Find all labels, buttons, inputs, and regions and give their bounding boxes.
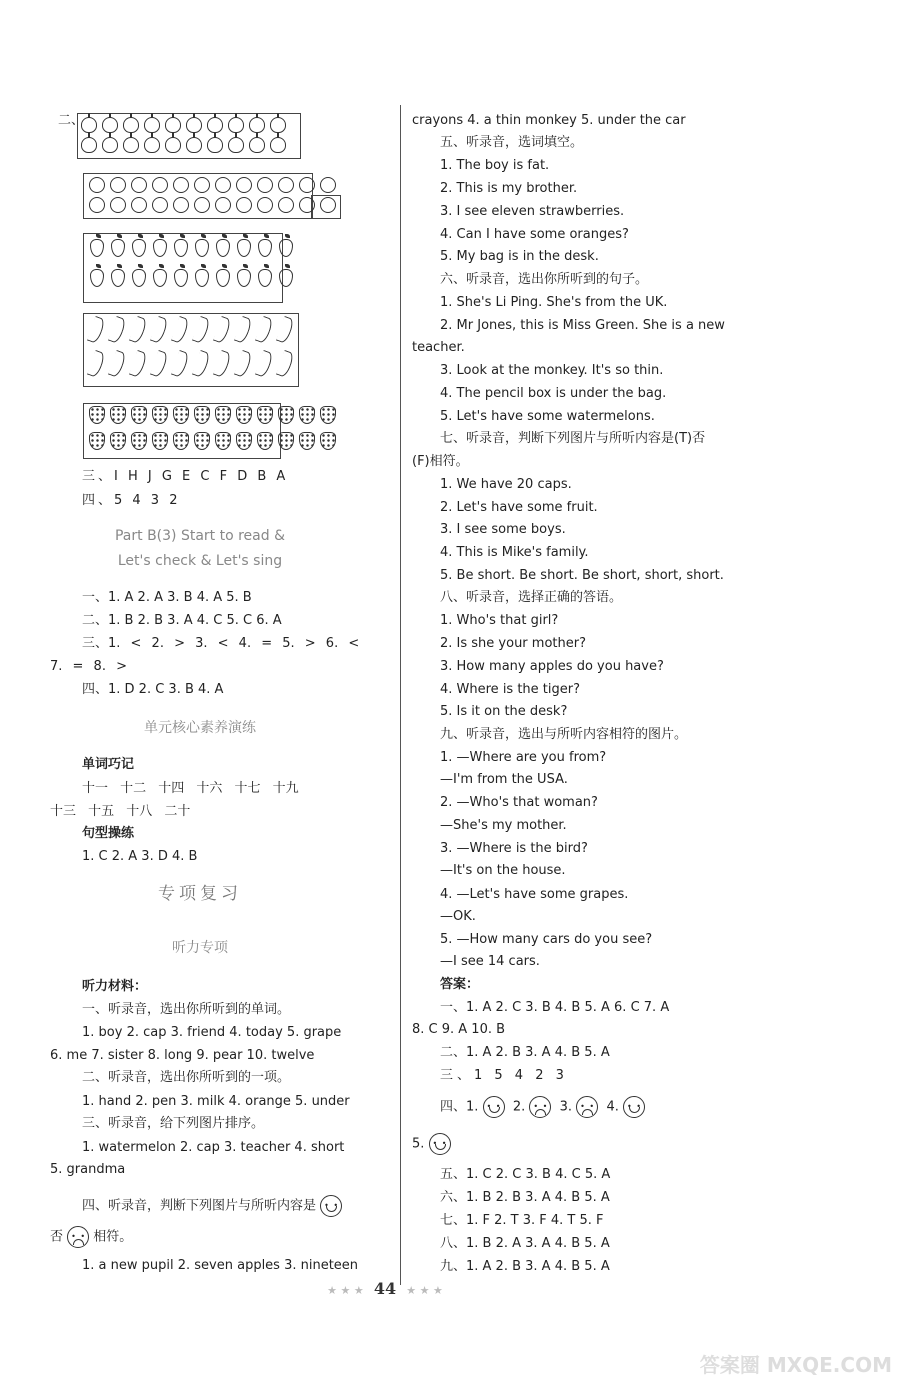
orange-icon xyxy=(233,195,254,215)
orange-icon xyxy=(107,175,128,195)
partb-answer-2: 二、1. B 2. B 3. A 4. C 5. C 6. A xyxy=(82,613,282,628)
answer-line-2: 8. C 9. A 10. B xyxy=(412,1022,506,1037)
straw-icon xyxy=(317,431,338,451)
sentence-answers: 1. C 2. A 3. D 4. B xyxy=(82,849,198,864)
straw-icon xyxy=(86,405,107,425)
words-line-2: 十三 十五 十八 二十 xyxy=(50,804,191,819)
right-line-24: 2. Is she your mother? xyxy=(440,636,586,651)
listening-line-10 xyxy=(50,1226,132,1248)
apple-icon xyxy=(162,135,183,155)
right-line-20: 4. This is Mike's family. xyxy=(440,545,589,560)
pear-icon xyxy=(86,238,107,258)
right-line-18: 2. Let's have some fruit. xyxy=(440,500,598,515)
listening-line-6: 三、听录音，给下列图片排序。 xyxy=(82,1116,265,1131)
pear-icon xyxy=(149,268,170,288)
orange-icon xyxy=(107,195,128,215)
apple-icon xyxy=(99,135,120,155)
banana-icon xyxy=(212,350,232,378)
apple-icon xyxy=(225,135,246,155)
apple-icon xyxy=(141,115,162,135)
right-line-33: 3. —Where is the bird? xyxy=(440,841,588,856)
apple-icon xyxy=(204,135,225,155)
pear-icon xyxy=(170,238,191,258)
straw-icon xyxy=(191,431,212,451)
pear-icon xyxy=(191,268,212,288)
right-line-29: 1. —Where are you from? xyxy=(440,750,607,765)
orange-icon xyxy=(191,175,212,195)
right-line-4: 2. This is my brother. xyxy=(440,181,578,196)
straw-icon xyxy=(149,405,170,425)
answer-line-1: 一、1. A 2. C 3. B 4. B 5. A 6. C 7. A xyxy=(440,1000,670,1015)
answer-si-3: 3. xyxy=(559,1099,573,1115)
right-line-34: —It's on the house. xyxy=(440,863,566,878)
listening-line-8: 5. grandma xyxy=(50,1162,126,1177)
apple-icon xyxy=(78,115,99,135)
watermark-logo: 答案圈 MXQE.COM xyxy=(699,1353,892,1377)
right-line-9: 1. She's Li Ping. She's from the UK. xyxy=(440,295,668,310)
pear-icon xyxy=(107,238,128,258)
banana-icon xyxy=(212,316,232,344)
right-line-14: 5. Let's have some watermelons. xyxy=(440,409,655,424)
listening-line-9 xyxy=(82,1195,342,1217)
right-line-16: (F)相符。 xyxy=(412,454,469,469)
right-line-22: 八、听录音，选择正确的答语。 xyxy=(440,590,623,605)
apple-icon xyxy=(141,135,162,155)
answer-si-label: 四、1. xyxy=(440,1099,479,1115)
banana-icon xyxy=(233,316,253,344)
right-line-5: 3. I see eleven strawberries. xyxy=(440,204,625,219)
apple-icon xyxy=(162,115,183,135)
orange-icon xyxy=(170,195,191,215)
orange-icon xyxy=(317,195,338,215)
partb-title-line2: Let's check & Let's sing xyxy=(117,553,283,569)
oranges-picture xyxy=(86,175,338,215)
pear-icon xyxy=(212,268,233,288)
right-line-31: 2. —Who's that woman? xyxy=(440,795,598,810)
banana-icon xyxy=(170,350,190,378)
apple-icon xyxy=(204,115,225,135)
right-line-15: 七、听录音，判断下列图片与所听内容是(T)否 xyxy=(440,431,706,446)
banana-icon xyxy=(254,316,274,344)
orange-icon xyxy=(296,195,317,215)
pear-icon xyxy=(107,268,128,288)
right-line-25: 3. How many apples do you have? xyxy=(440,659,664,674)
straw-icon xyxy=(233,405,254,425)
right-line-38: —I see 14 cars. xyxy=(440,954,540,969)
answer-line-7: 五、1. C 2. C 3. B 4. C 5. A xyxy=(440,1167,611,1182)
orange-icon xyxy=(149,175,170,195)
answer-line-6 xyxy=(412,1133,451,1155)
apple-icon xyxy=(246,135,267,155)
page-footer xyxy=(0,1280,770,1300)
materials-heading: 听力材料： xyxy=(82,979,148,994)
right-line-10: 2. Mr Jones, this is Miss Green. She is a new xyxy=(440,318,725,333)
sentence-heading: 句型操练 xyxy=(82,826,135,841)
listening-line-2: 1. boy 2. cap 3. friend 4. today 5. grape xyxy=(82,1025,342,1040)
pear-icon xyxy=(170,268,191,288)
partb-title-line1: Part B(3) Start to read & xyxy=(114,528,286,544)
right-line-11: teacher. xyxy=(412,340,465,355)
straw-icon xyxy=(254,431,275,451)
banana-icon xyxy=(149,316,169,344)
apple-icon xyxy=(120,115,141,135)
happy-face-icon xyxy=(429,1133,451,1155)
orange-icon xyxy=(149,195,170,215)
banana-icon xyxy=(86,350,106,378)
banana-icon xyxy=(275,350,295,378)
straw-icon xyxy=(275,431,296,451)
pear-icon xyxy=(191,238,212,258)
listening-line-10-fou: 否 xyxy=(50,1229,64,1245)
banana-icon xyxy=(275,316,295,344)
sad-face-icon xyxy=(576,1096,598,1118)
words-line-1: 十一 十二 十四 十六 十七 十九 xyxy=(82,781,299,796)
apple-icon xyxy=(99,115,120,135)
straw-icon xyxy=(86,431,107,451)
pear-icon xyxy=(275,238,296,258)
listening-line-4: 二、听录音，选出你所听到的一项。 xyxy=(82,1070,291,1085)
right-line-28: 九、听录音，选出与所听内容相符的图片。 xyxy=(440,727,688,742)
listening-line-5: 1. hand 2. pen 3. milk 4. orange 5. under xyxy=(82,1094,350,1109)
listening-line-7: 1. watermelon 2. cap 3. teacher 4. short xyxy=(82,1140,345,1155)
right-line-2: 五、听录音，选词填空。 xyxy=(440,135,584,150)
sad-face-icon xyxy=(67,1226,89,1248)
answer-si-4: 4. xyxy=(606,1099,619,1115)
answer-line-9: 七、1. F 2. T 3. F 4. T 5. F xyxy=(440,1213,604,1228)
orange-icon xyxy=(128,175,149,195)
right-line-35: 4. —Let's have some grapes. xyxy=(440,887,629,902)
listening-line-1: 一、听录音，选出你所听到的单词。 xyxy=(82,1002,291,1017)
answer-line-3: 二、1. A 2. B 3. A 4. B 5. A xyxy=(440,1045,610,1060)
right-line-7: 5. My bag is in the desk. xyxy=(440,249,599,264)
banana-icon xyxy=(191,350,211,378)
straw-icon xyxy=(128,405,149,425)
right-line-21: 5. Be short. Be short. Be short, short, short. xyxy=(440,568,724,583)
right-line-17: 1. We have 20 caps. xyxy=(440,477,572,492)
orange-icon xyxy=(170,175,191,195)
answer-line-10: 八、1. B 2. A 3. A 4. B 5. A xyxy=(440,1236,610,1251)
apple-icon xyxy=(225,115,246,135)
straw-icon xyxy=(212,405,233,425)
banana-icon xyxy=(86,316,106,344)
answer-line-4: 三、1 5 4 2 3 xyxy=(440,1068,568,1083)
orange-icon xyxy=(254,195,275,215)
partb-answer-1: 一、1. A 2. A 3. B 4. A 5. B xyxy=(82,590,252,605)
straw-icon xyxy=(212,431,233,451)
orange-icon xyxy=(212,175,233,195)
right-line-30: —I'm from the USA. xyxy=(440,772,568,787)
straw-icon xyxy=(254,405,275,425)
straw-icon xyxy=(128,431,149,451)
pear-icon xyxy=(254,238,275,258)
partb-answer-4: 四、1. D 2. C 3. B 4. A xyxy=(82,682,224,697)
apple-icon xyxy=(120,135,141,155)
listening-line-10-text: 相符。 xyxy=(93,1229,133,1245)
answer-line-5 xyxy=(440,1096,645,1118)
orange-icon xyxy=(254,175,275,195)
apple-icon xyxy=(78,135,99,155)
column-divider xyxy=(400,105,401,1285)
right-line-1: crayons 4. a thin monkey 5. under the car xyxy=(412,113,686,128)
partb-answer-3b: 7. = 8. > xyxy=(50,659,127,674)
straw-icon xyxy=(275,405,296,425)
banana-icon xyxy=(128,316,148,344)
apple-icon xyxy=(267,135,288,155)
straw-icon xyxy=(149,431,170,451)
banana-icon xyxy=(107,350,127,378)
orange-icon xyxy=(275,175,296,195)
right-line-12: 3. Look at the monkey. It's so thin. xyxy=(440,363,664,378)
straw-icon xyxy=(191,405,212,425)
straw-icon xyxy=(296,431,317,451)
orange-icon xyxy=(233,175,254,195)
pear-icon xyxy=(254,268,275,288)
right-line-6: 4. Can I have some oranges? xyxy=(440,227,629,242)
right-line-26: 4. Where is the tiger? xyxy=(440,682,581,697)
partb-answer-3: 三、1. < 2. > 3. < 4. = 5. > 6. < xyxy=(82,636,360,651)
straw-icon xyxy=(170,431,191,451)
bananas-picture xyxy=(86,316,296,378)
sad-face-icon xyxy=(529,1096,551,1118)
right-line-8: 六、听录音，选出你所听到的句子。 xyxy=(440,272,649,287)
pear-icon xyxy=(275,268,296,288)
answer-san: 三、I H J G E C F D B A xyxy=(82,469,289,484)
section-er-label: 二、 xyxy=(58,113,85,128)
happy-face-icon xyxy=(320,1195,342,1217)
answer-si-5: 5. xyxy=(412,1136,425,1152)
orange-icon xyxy=(86,175,107,195)
right-line-3: 1. The boy is fat. xyxy=(440,158,550,173)
orange-icon xyxy=(296,175,317,195)
answer-line-11: 九、1. A 2. B 3. A 4. B 5. A xyxy=(440,1259,610,1274)
orange-icon xyxy=(317,175,338,195)
right-line-37: 5. —How many cars do you see? xyxy=(440,932,653,947)
right-line-36: —OK. xyxy=(440,909,476,924)
answer-si-2: 2. xyxy=(512,1099,526,1115)
banana-icon xyxy=(170,316,190,344)
review-title: 专项复习 xyxy=(158,884,242,904)
straw-icon xyxy=(233,431,254,451)
listening-title: 听力专项 xyxy=(172,940,228,956)
banana-icon xyxy=(128,350,148,378)
straw-icon xyxy=(170,405,191,425)
orange-icon xyxy=(275,195,296,215)
star-icon: ★ ★ ★ xyxy=(406,1284,443,1297)
pear-icon xyxy=(128,268,149,288)
listening-line-11: 1. a new pupil 2. seven apples 3. nineteen xyxy=(82,1258,359,1273)
pears-picture xyxy=(86,238,296,288)
happy-face-icon xyxy=(623,1096,645,1118)
answers-heading: 答案： xyxy=(440,977,480,992)
banana-icon xyxy=(191,316,211,344)
orange-icon xyxy=(191,195,212,215)
apple-icon xyxy=(183,135,204,155)
straw-icon xyxy=(107,431,128,451)
strawberries-picture xyxy=(86,405,338,451)
straw-icon xyxy=(107,405,128,425)
pear-icon xyxy=(233,268,254,288)
apple-icon xyxy=(246,115,267,135)
straw-icon xyxy=(317,405,338,425)
straw-icon xyxy=(296,405,317,425)
pear-icon xyxy=(149,238,170,258)
banana-icon xyxy=(107,316,127,344)
star-icon: ★ ★ ★ xyxy=(327,1284,364,1297)
happy-face-icon xyxy=(483,1096,505,1118)
apple-icon xyxy=(183,115,204,135)
right-line-27: 5. Is it on the desk? xyxy=(440,704,568,719)
listening-line-9-text: 四、听录音，判断下列图片与所听内容是 xyxy=(82,1198,317,1214)
listening-line-3: 6. me 7. sister 8. long 9. pear 10. twelve xyxy=(50,1048,315,1063)
unit-practice-title: 单元核心素养演练 xyxy=(144,720,256,736)
right-line-19: 3. I see some boys. xyxy=(440,522,566,537)
page-number: 44 xyxy=(373,1279,397,1298)
banana-icon xyxy=(254,350,274,378)
apple-icon xyxy=(267,115,288,135)
pear-icon xyxy=(86,268,107,288)
right-line-32: —She's my mother. xyxy=(440,818,567,833)
pear-icon xyxy=(212,238,233,258)
orange-icon xyxy=(128,195,149,215)
words-heading: 单词巧记 xyxy=(82,757,135,772)
answer-line-8: 六、1. B 2. B 3. A 4. B 5. A xyxy=(440,1190,610,1205)
right-line-13: 4. The pencil box is under the bag. xyxy=(440,386,667,401)
orange-icon xyxy=(212,195,233,215)
answer-si: 四、5 4 3 2 xyxy=(82,493,181,508)
banana-icon xyxy=(233,350,253,378)
orange-icon xyxy=(86,195,107,215)
right-line-23: 1. Who's that girl? xyxy=(440,613,559,628)
banana-icon xyxy=(149,350,169,378)
pear-icon xyxy=(128,238,149,258)
apples-picture xyxy=(78,115,288,155)
pear-icon xyxy=(233,238,254,258)
